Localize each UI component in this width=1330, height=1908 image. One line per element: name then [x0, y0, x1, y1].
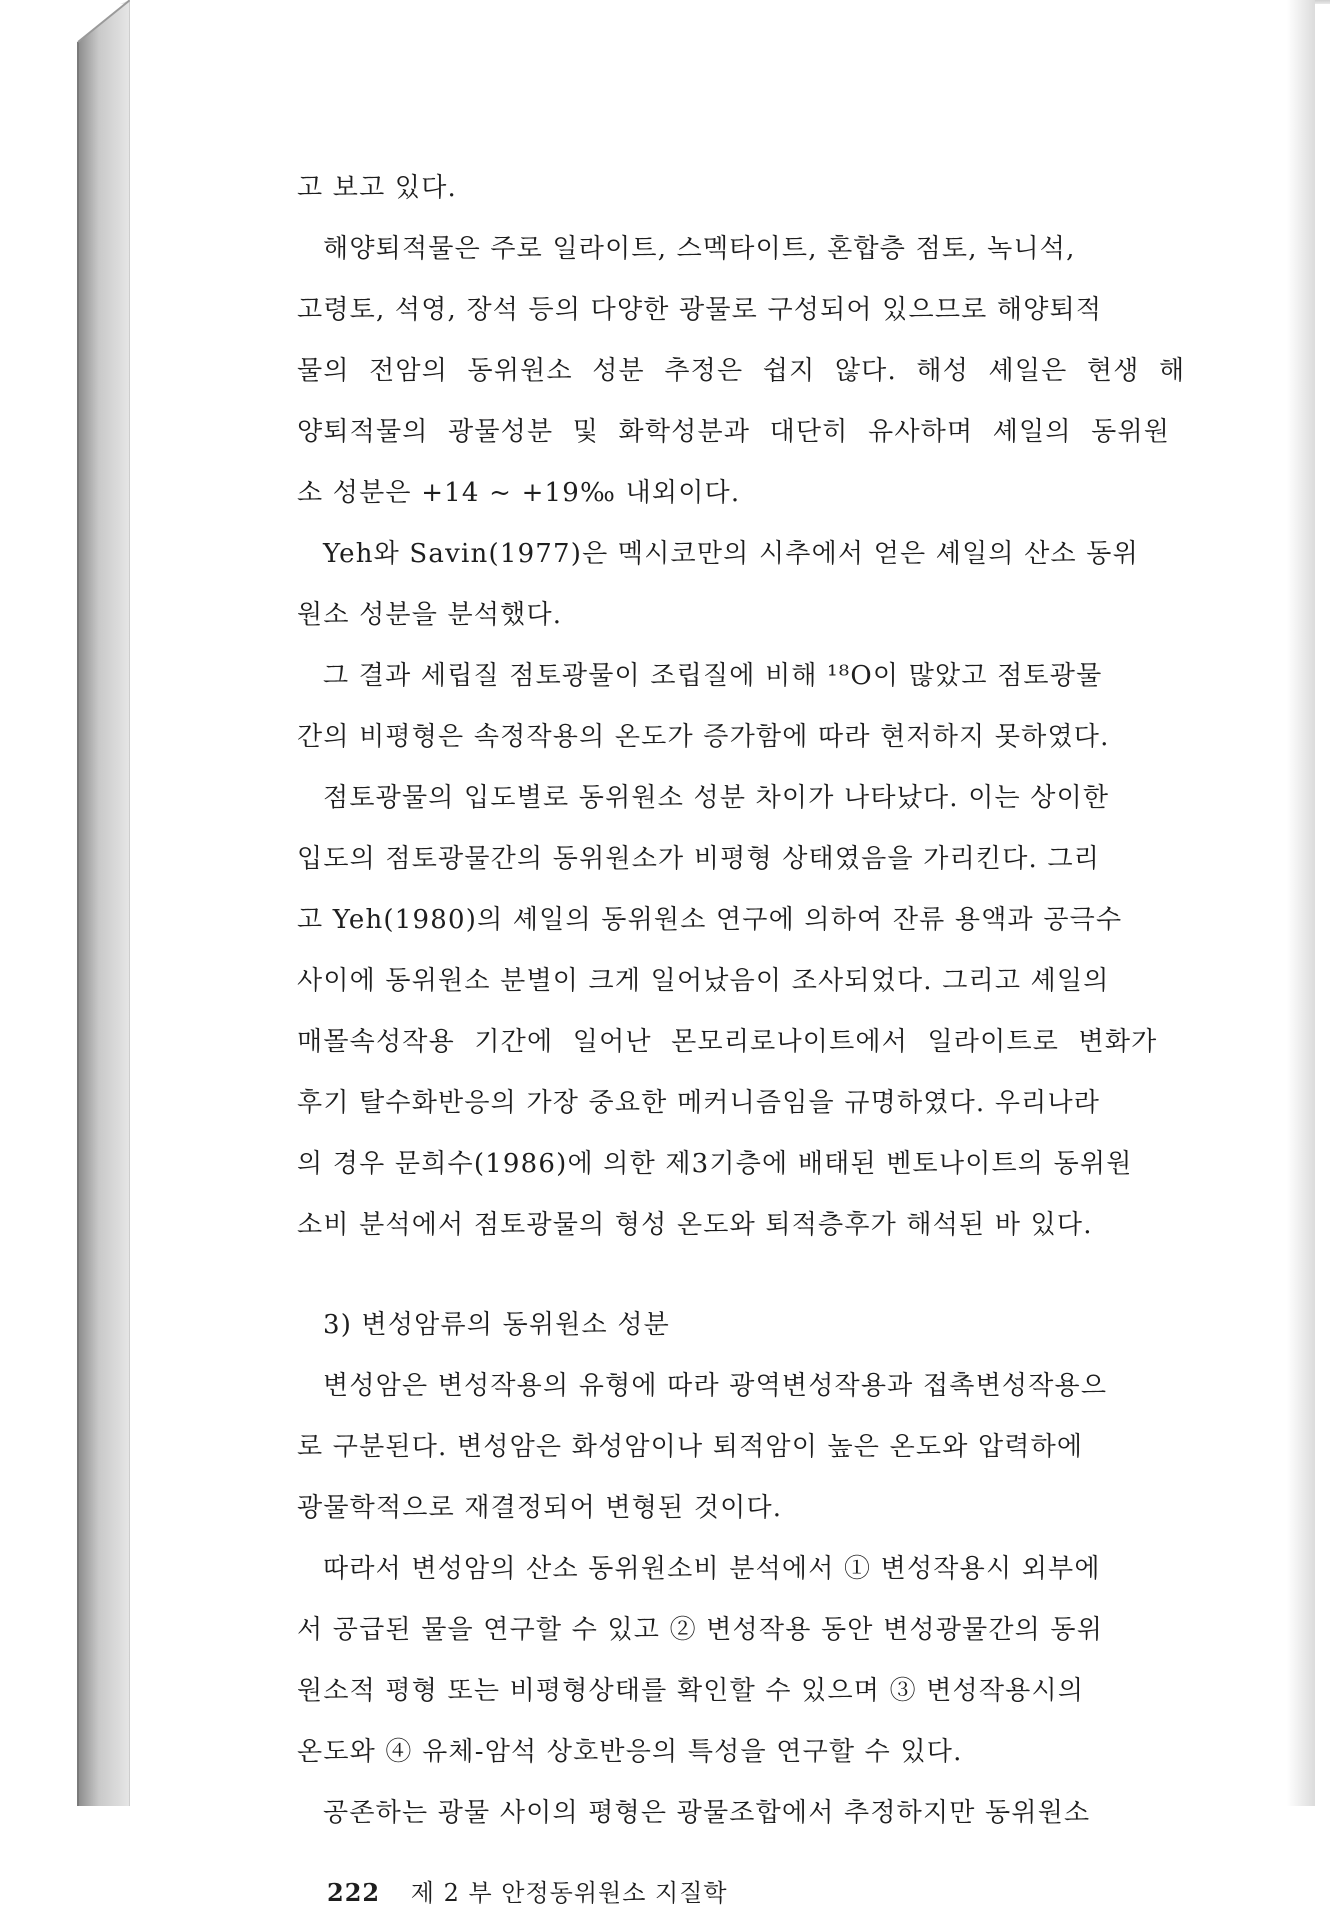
text-line: 원소 성분을 분석했다. — [297, 600, 563, 630]
text-line: 후기 탈수화반응의 가장 중요한 메커니즘임을 규명하였다. 우리나라 — [297, 1088, 1101, 1118]
text-line: 따라서 변성암의 산소 동위원소비 분석에서 ① 변성작용시 외부에 — [323, 1554, 1101, 1584]
text-line: 사이에 동위원소 분별이 크게 일어났음이 조사되었다. 그리고 셰일의 — [297, 966, 1110, 996]
text-line: 소 성분은 +14 ~ +19‰ 내외이다. — [297, 478, 741, 508]
text-line: 온도와 ④ 유체-암석 상호반응의 특성을 연구할 수 있다. — [297, 1737, 963, 1767]
text-line: 고령토, 석영, 장석 등의 다양한 광물로 구성되어 있으므로 해양퇴적 — [297, 295, 1103, 325]
text-line: 물의 전암의 동위원소 성분 추정은 쉽지 않다. 해성 셰일은 현생 해 — [297, 356, 1186, 386]
section-heading: 3) 변성암류의 동위원소 성분 — [323, 1310, 670, 1340]
text-line: 소비 분석에서 점토광물의 형성 온도와 퇴적층후가 해석된 바 있다. — [297, 1210, 1093, 1240]
text-line: 변성암은 변성작용의 유형에 따라 광역변성작용과 접촉변성작용으 — [323, 1371, 1108, 1401]
running-footer-title: 제 2 부 안정동위원소 지질학 — [410, 1879, 728, 1907]
text-line: 로 구분된다. 변성암은 화성암이나 퇴적암이 높은 온도와 압력하에 — [297, 1432, 1084, 1462]
text-line: 공존하는 광물 사이의 평형은 광물조합에서 추정하지만 동위원소 — [323, 1798, 1091, 1828]
text-line: 고 Yeh(1980)의 셰일의 동위원소 연구에 의하여 잔류 용액과 공극수 — [297, 905, 1123, 935]
page-number: 222 — [327, 1878, 381, 1907]
text-line: 매몰속성작용 기간에 일어난 몬모리로나이트에서 일라이트로 변화가 — [297, 1027, 1158, 1057]
text-line: 그 결과 세립질 점토광물이 조립질에 비해 ¹⁸O이 많았고 점토광물 — [323, 661, 1103, 691]
page-edge-shadow — [1287, 0, 1315, 1806]
text-line: 원소적 평형 또는 비평형상태를 확인할 수 있으며 ③ 변성작용시의 — [297, 1676, 1085, 1706]
text-line: 의 경우 문희수(1986)에 의한 제3기층에 배태된 벤토나이트의 동위원 — [297, 1149, 1133, 1179]
text-line: Yeh와 Savin(1977)은 멕시코만의 시추에서 얻은 셰일의 산소 동위 — [323, 539, 1139, 569]
text-line: 해양퇴적물은 주로 일라이트, 스멕타이트, 혼합층 점토, 녹니석, — [323, 234, 1076, 264]
text-line: 점토광물의 입도별로 동위원소 성분 차이가 나타났다. 이는 상이한 — [323, 783, 1110, 813]
page-footer — [327, 1873, 728, 1908]
text-line: 입도의 점토광물간의 동위원소가 비평형 상태였음을 가리킨다. 그리 — [297, 844, 1101, 874]
text-line: 서 공급된 물을 연구할 수 있고 ② 변성작용 동안 변성광물간의 동위 — [297, 1615, 1104, 1645]
text-line: 광물학적으로 재결정되어 변형된 것이다. — [297, 1493, 783, 1523]
text-line: 양퇴적물의 광물성분 및 화학성분과 대단히 유사하며 셰일의 동위원 — [297, 417, 1171, 447]
text-line: 고 보고 있다. — [297, 173, 457, 203]
text-line: 간의 비평형은 속정작용의 온도가 증가함에 따라 현저하지 못하였다. — [297, 722, 1110, 752]
